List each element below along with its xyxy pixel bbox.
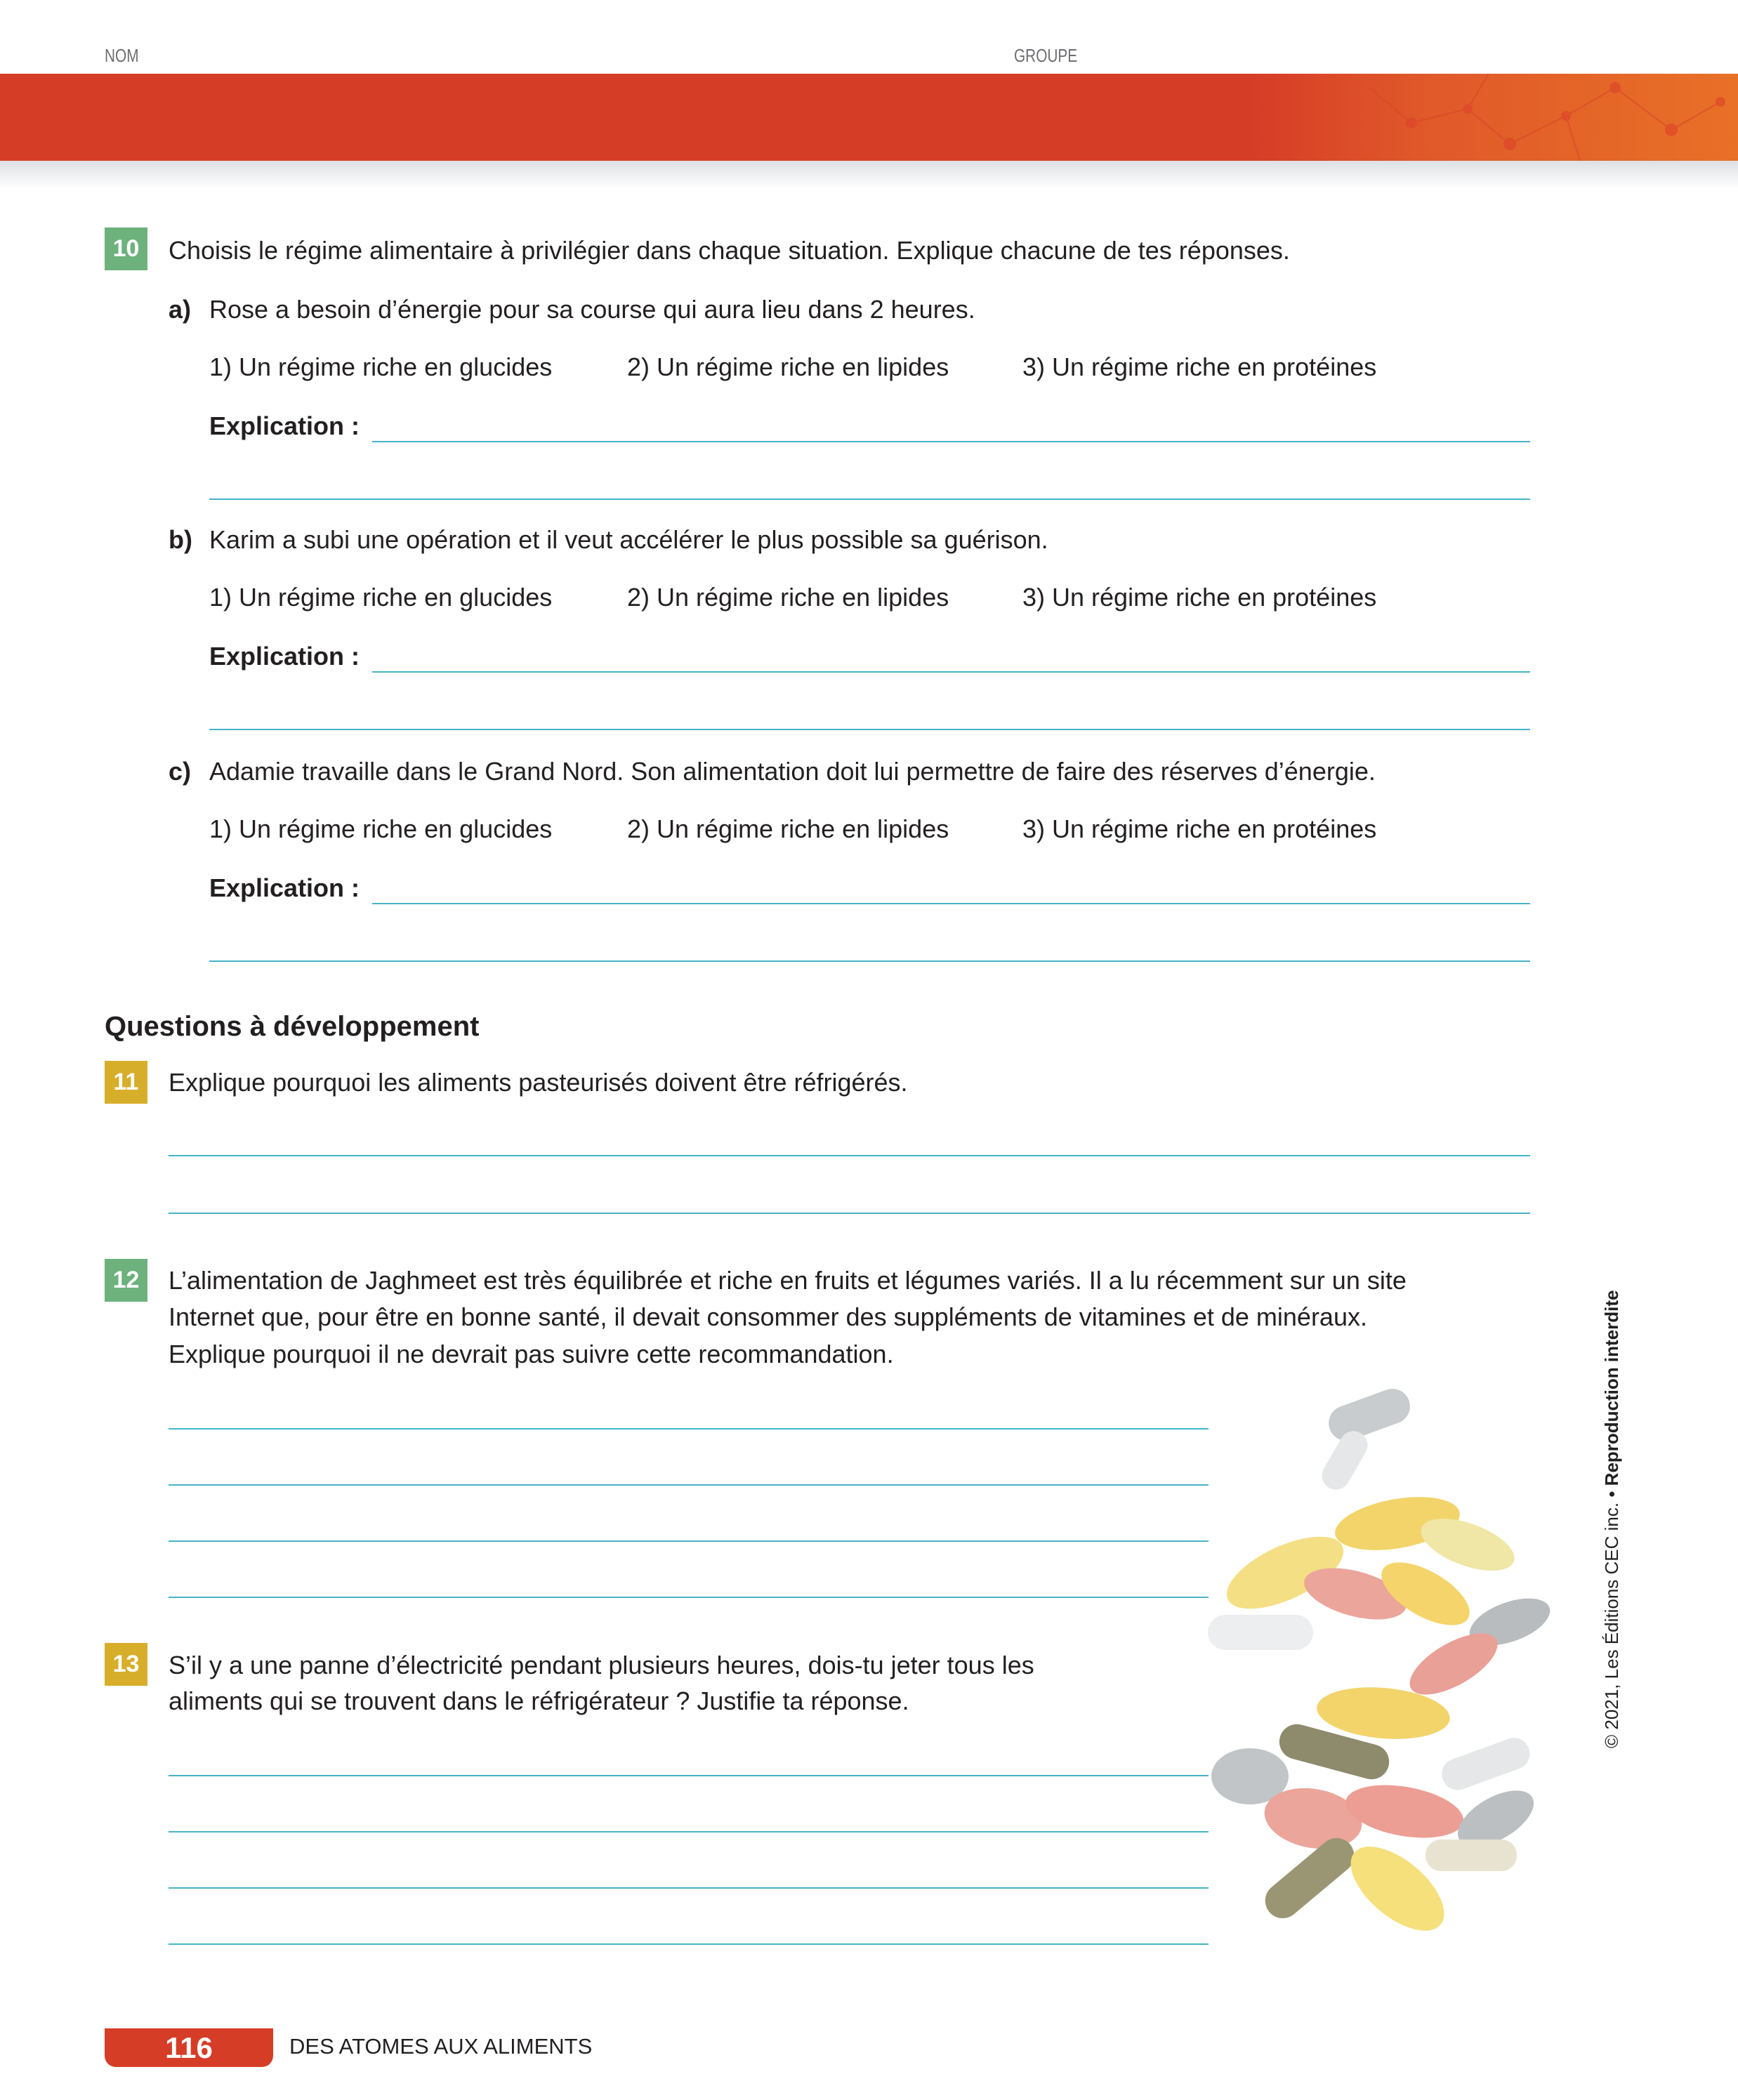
section-heading: Questions à développement [105,1011,480,1042]
question-text: Explique pourquoi les aliments pasteurisés doivent être réfrigérés. [169,1068,908,1097]
band-shadow [0,161,1738,189]
answer-line[interactable] [169,1428,1209,1429]
explication-line[interactable] [372,441,1530,442]
answer-line[interactable] [209,960,1530,962]
explication-line[interactable] [372,903,1530,904]
explication-label: Explication : [209,411,360,440]
question-text-line: L’alimentation de Jaghmeet est très équilibrée et riche en fruits et légumes variés. Il a lu récemment sur un site [169,1266,1407,1295]
diet-option[interactable]: 1) Un régime riche en glucides [209,583,553,612]
part-letter: c) [169,757,192,786]
molecule-pattern-icon [0,74,1738,161]
question-number-badge: 12 [105,1259,147,1302]
question-text-line: Explique pourquoi il ne devrait pas suivre cette recommandation. [169,1340,894,1368]
question-prompt: Choisis le régime alimentaire à privilégier dans chaque situation. Explique chacune de tes réponses. [169,236,1290,265]
answer-line[interactable] [169,1943,1209,1945]
answer-line[interactable] [169,1775,1209,1776]
answer-line[interactable] [169,1540,1209,1542]
explication-label: Explication : [209,873,360,902]
header-band [0,74,1738,161]
question-text-line: Internet que, pour être en bonne santé, il devait consommer des suppléments de vitamines et de minéraux. [169,1302,1367,1331]
answer-line[interactable] [169,1887,1209,1889]
copyright-notice [1601,1290,1623,1748]
part-text: Rose a besoin d’énergie pour sa course qui aura lieu dans 2 heures. [209,295,975,324]
diet-option[interactable]: 1) Un régime riche en glucides [209,352,553,381]
part-text: Karim a subi une opération et il veut accélérer le plus possible sa guérison. [209,525,1048,554]
question-number-badge: 13 [105,1643,147,1686]
page-number: 116 [105,2028,273,2067]
part-text: Adamie travaille dans le Grand Nord. Son alimentation doit lui permettre de faire des réserves d’énergie. [209,757,1376,786]
answer-line[interactable] [169,1155,1530,1156]
answer-line[interactable] [169,1213,1530,1214]
reproduction-text: Reproduction interdite [1601,1290,1622,1486]
diet-option[interactable]: 1) Un régime riche en glucides [209,814,553,843]
part-letter: b) [169,525,192,554]
question-number-badge: 11 [105,1061,147,1104]
groupe-label: GROUPE [1014,45,1078,66]
diet-option[interactable]: 3) Un régime riche en protéines [1022,814,1377,843]
explication-line[interactable] [372,671,1530,673]
answer-line[interactable] [169,1831,1209,1832]
nom-label: NOM [105,45,139,66]
vitamin-pills-image [1173,1383,1573,1980]
answer-line[interactable] [209,498,1530,500]
answer-line[interactable] [169,1484,1209,1486]
question-text-line: S’il y a une panne d’électricité pendant plusieurs heures, dois-tu jeter tous les [169,1651,1034,1679]
diet-option[interactable]: 3) Un régime riche en protéines [1022,583,1377,612]
question-text-line: aliments qui se trouvent dans le réfrigérateur ? Justifie ta réponse. [169,1686,909,1715]
answer-line[interactable] [169,1597,1209,1598]
diet-option[interactable]: 2) Un régime riche en lipides [627,352,949,381]
chapter-title: DES ATOMES AUX ALIMENTS [289,2034,593,2059]
diet-option[interactable]: 2) Un régime riche en lipides [627,814,949,843]
question-number-badge: 10 [105,227,147,270]
diet-option[interactable]: 3) Un régime riche en protéines [1022,352,1377,381]
diet-option[interactable]: 2) Un régime riche en lipides [627,583,949,612]
part-letter: a) [169,295,192,324]
copyright-text: © 2021, Les Éditions CEC inc. • [1601,1486,1622,1748]
answer-line[interactable] [209,729,1530,730]
explication-label: Explication : [209,642,360,671]
